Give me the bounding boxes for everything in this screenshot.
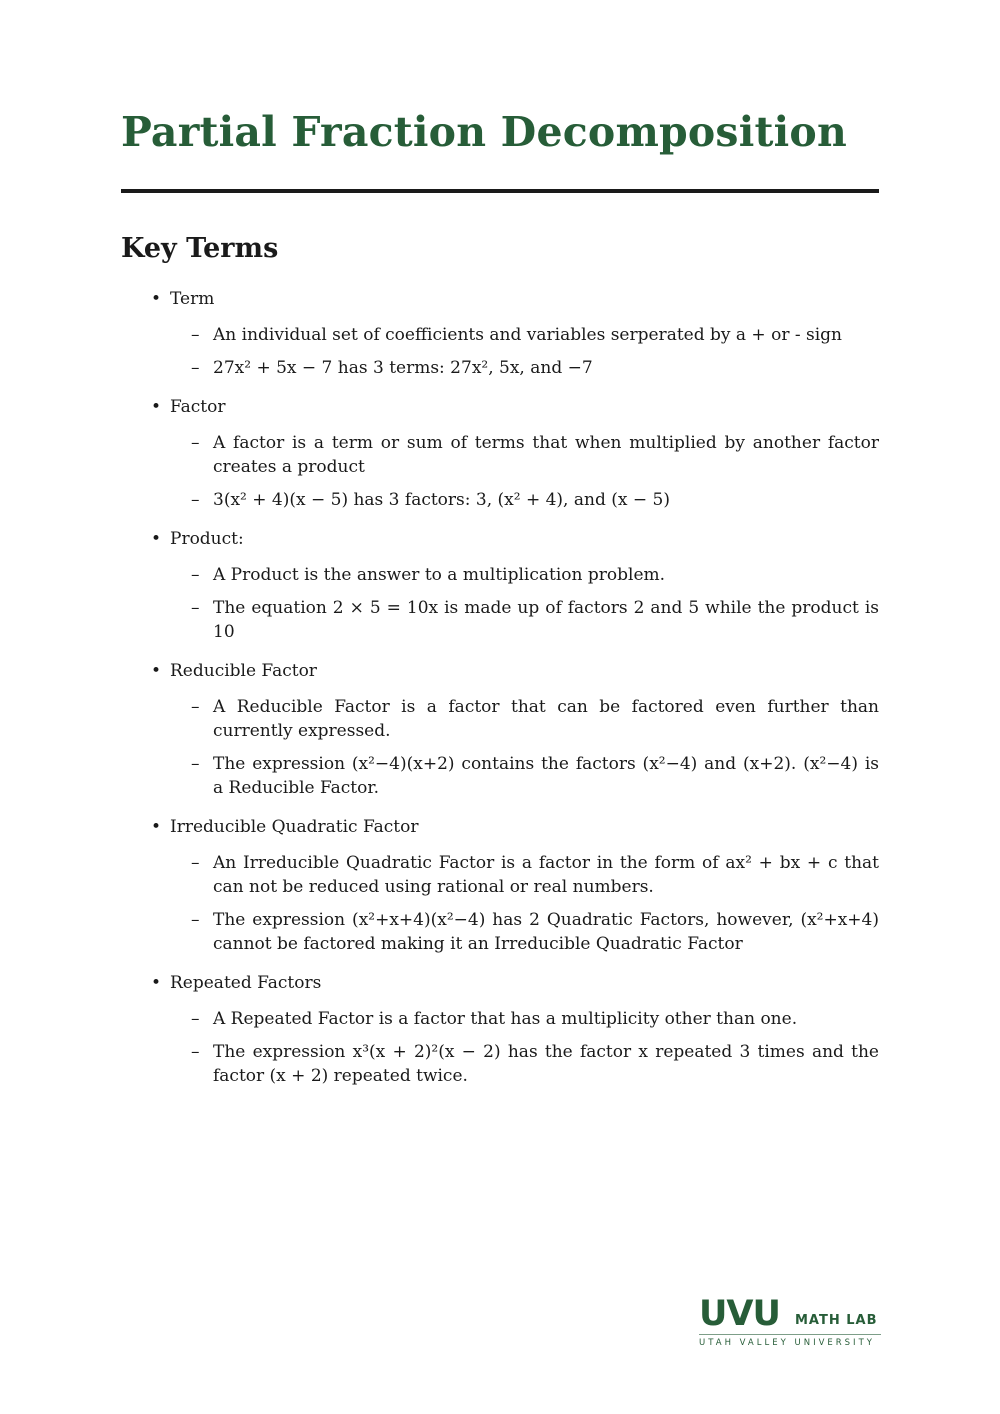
term-detail	[191, 596, 879, 644]
term-name: Factor	[170, 397, 226, 417]
term-item	[121, 971, 879, 1088]
term-name: Reducible Factor	[170, 661, 317, 681]
dash: –	[191, 910, 200, 930]
dash: –	[191, 853, 200, 873]
term-detail-text: An Irreducible Quadratic Factor is a factor in the form of ax² + bx + c that can not be reduced using rational or real numbers.	[213, 853, 879, 897]
term-detail	[191, 323, 879, 347]
section-heading: Key Terms	[121, 233, 279, 264]
dash: –	[191, 433, 200, 453]
bullet: •	[151, 817, 162, 837]
term-detail-text: A Reducible Factor is a factor that can be factored even further than currently expressed.	[213, 697, 879, 741]
term-item	[121, 659, 879, 800]
term-detail-text: The expression x³(x + 2)²(x − 2) has the factor x repeated 3 times and the factor (x + 2) repeated twice.	[213, 1042, 879, 1086]
dash: –	[191, 490, 200, 510]
term-details	[170, 431, 879, 512]
term-item	[121, 395, 879, 512]
term-detail-text: 27x² + 5x − 7 has 3 terms: 27x², 5x, and −7	[213, 358, 593, 378]
term-name: Product:	[170, 529, 244, 549]
term-detail	[191, 752, 879, 800]
term-details	[170, 851, 879, 956]
term-details	[170, 323, 879, 380]
term-detail	[191, 356, 879, 380]
uvu-math-lab-logo	[699, 1294, 881, 1352]
term-name: Irreducible Quadratic Factor	[170, 817, 419, 837]
term-detail	[191, 851, 879, 899]
term-name: Repeated Factors	[170, 973, 322, 993]
dash: –	[191, 598, 200, 618]
term-details	[170, 695, 879, 800]
term-detail-text: 3(x² + 4)(x − 5) has 3 factors: 3, (x² + 4), and (x − 5)	[213, 490, 670, 510]
term-detail-text: The equation 2 × 5 = 10x is made up of factors 2 and 5 while the product is 10	[213, 598, 879, 642]
bullet: •	[151, 289, 162, 309]
term-item	[121, 527, 879, 644]
logo-divider	[699, 1334, 881, 1335]
bullet: •	[151, 661, 162, 681]
term-details	[170, 563, 879, 644]
term-details	[170, 1007, 879, 1088]
title-rule	[121, 189, 879, 193]
dash: –	[191, 358, 200, 378]
term-detail	[191, 695, 879, 743]
dash: –	[191, 754, 200, 774]
term-detail-text: The expression (x²+x+4)(x²−4) has 2 Quadratic Factors, however, (x²+x+4) cannot be factored making it an Irreducible Quadratic Factor	[213, 910, 879, 954]
term-item	[121, 287, 879, 380]
term-detail-text: A factor is a term or sum of terms that when multiplied by another factor creates a product	[213, 433, 879, 477]
logo-subtitle: MATH LAB	[795, 1313, 878, 1328]
term-detail	[191, 563, 879, 587]
term-name: Term	[170, 289, 215, 309]
term-detail-text: A Repeated Factor is a factor that has a multiplicity other than one.	[213, 1009, 798, 1029]
term-detail	[191, 488, 879, 512]
bullet: •	[151, 397, 162, 417]
key-terms-list	[121, 287, 879, 1103]
logo-mark: UVU	[699, 1294, 780, 1334]
term-item	[121, 815, 879, 956]
term-detail	[191, 1040, 879, 1088]
dash: –	[191, 1009, 200, 1029]
page-title: Partial Fraction Decomposition	[121, 108, 847, 156]
bullet: •	[151, 973, 162, 993]
term-detail-text: The expression (x²−4)(x+2) contains the factors (x²−4) and (x+2). (x²−4) is a Reducible Factor.	[213, 754, 879, 798]
dash: –	[191, 325, 200, 345]
dash: –	[191, 1042, 200, 1062]
dash: –	[191, 565, 200, 585]
term-detail-text: A Product is the answer to a multiplication problem.	[213, 565, 666, 585]
bullet: •	[151, 529, 162, 549]
term-detail	[191, 431, 879, 479]
term-detail	[191, 1007, 879, 1031]
term-detail	[191, 908, 879, 956]
dash: –	[191, 697, 200, 717]
term-detail-text: An individual set of coefficients and variables serperated by a + or - sign	[213, 325, 842, 345]
logo-university: UTAH VALLEY UNIVERSITY	[699, 1338, 875, 1348]
